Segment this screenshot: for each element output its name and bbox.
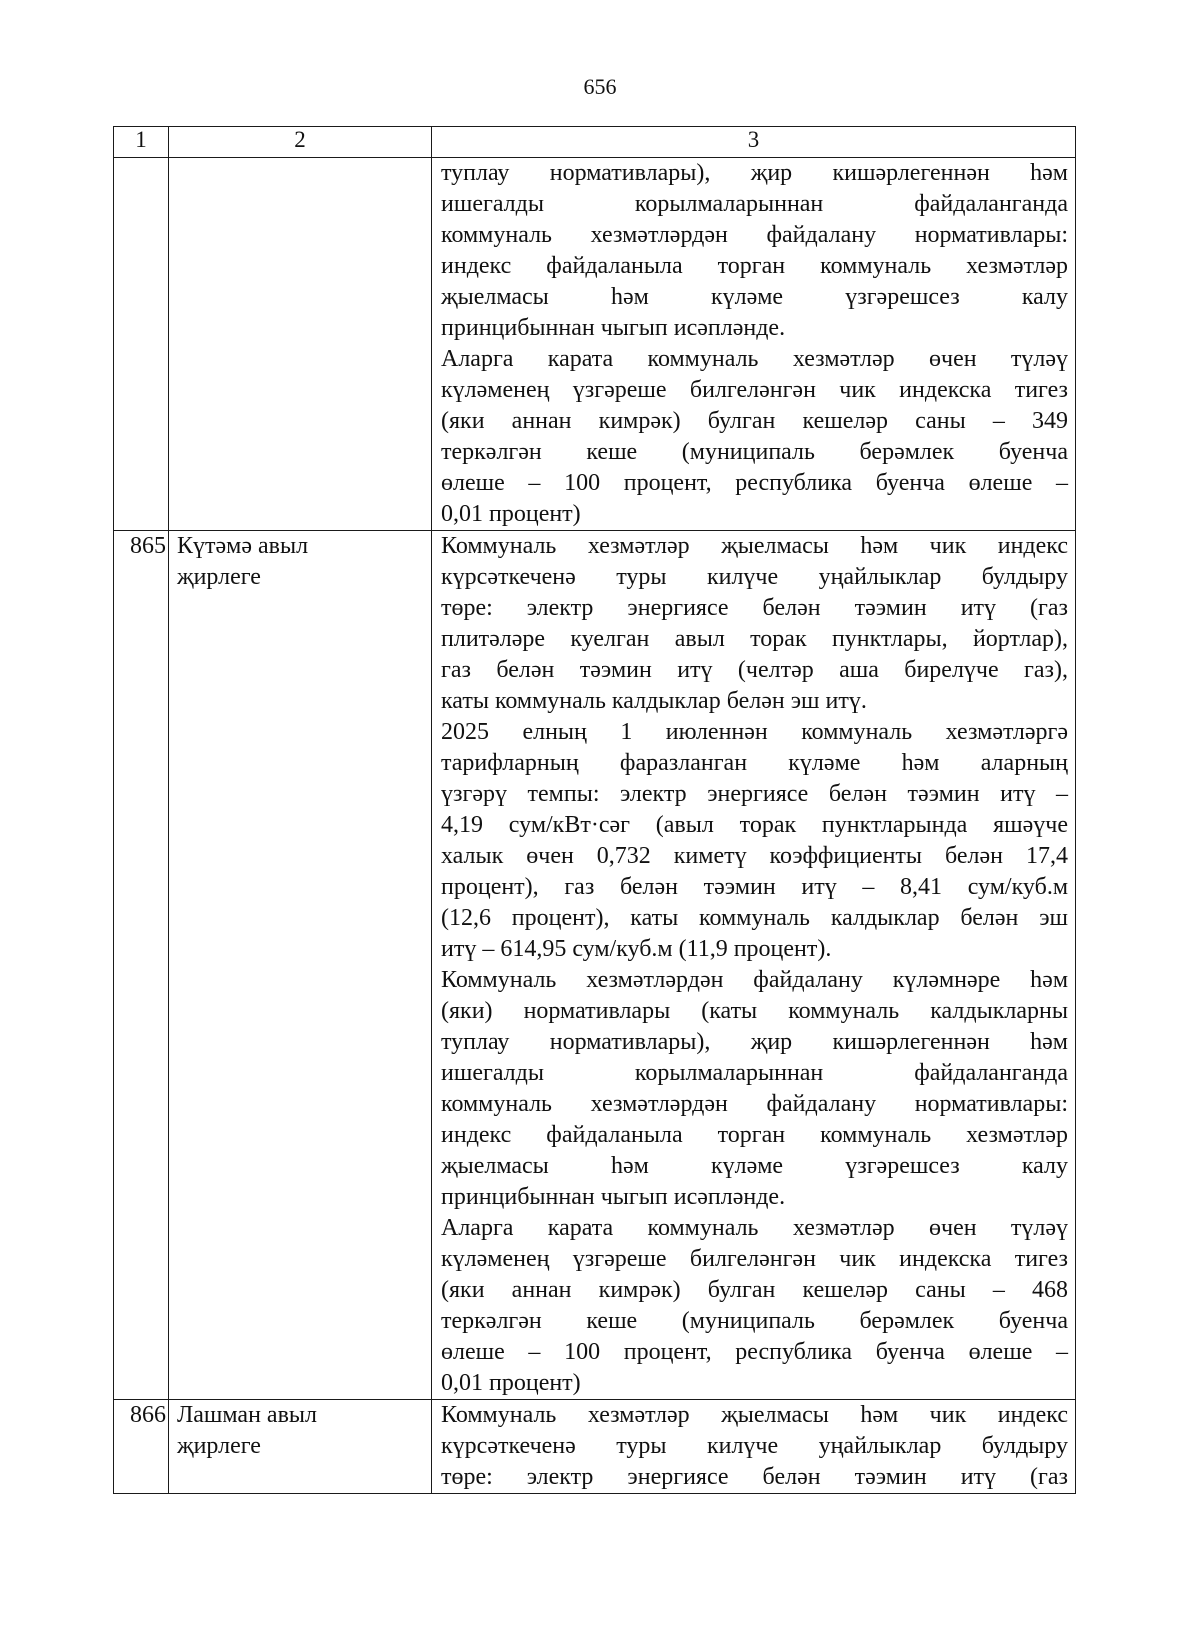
table-row bbox=[114, 158, 1076, 531]
row-number: 866 bbox=[114, 1400, 169, 1494]
description-paragraph-end: 0,01 процент) bbox=[441, 1370, 581, 1396]
settlement-name: Лашман авыл җирлеге bbox=[169, 1400, 432, 1494]
header-cell-3: 3 bbox=[432, 127, 1076, 158]
settlement-name bbox=[169, 158, 432, 531]
row-number: 865 bbox=[114, 531, 169, 1400]
row-description bbox=[432, 1400, 1076, 1494]
description-paragraph: Аларга карата коммуналь хезмәтләр өчен түләү күләменең үзгәреше билгеләнгән чик индекска тигез (яки аннан кимрәк) булган кешеләр саны – 349 теркәлгән кеше (муниципаль берәмлек буенча өлеше – 100 процент, республика буенча өлеше – bbox=[441, 346, 1068, 496]
table-header-row bbox=[114, 127, 1076, 158]
description-paragraph: Аларга карата коммуналь хезмәтләр өчен түләү күләменең үзгәреше билгеләнгән чик индекска тигез (яки аннан кимрәк) булган кешеләр саны – 468 теркәлгән кеше (муниципаль берәмлек буенча өлеше – 100 процент, республика буенча өлеше – bbox=[441, 1215, 1068, 1365]
description-paragraph-end: итү – 614,95 сум/куб.м (11,9 процент). bbox=[441, 936, 832, 962]
description-paragraph: туплау нормативлары), җир кишәрлегеннән һәм ишегалды корылмаларыннан файдаланганда коммуналь хезмәтләрдән файдалану нормативлары: индекс файдаланыла торган коммуналь хезмәтләр җыелмасы һәм күләме үзгәрешсез калу bbox=[441, 160, 1068, 310]
description-paragraph: Коммуналь хезмәтләр җыелмасы һәм чик индекс күрсәткеченә туры килүче уңайлыклар булдыру төре: электр энергиясе белән тәэмин итү (газ bbox=[441, 1402, 1068, 1490]
description-paragraph: 2025 елның 1 июленнән коммуналь хезмәтләргә тарифларның фаразланган күләме һәм аларның үзгәрү темпы: электр энергиясе белән тәэмин итү – 4,19 сум/кВт·сәг (авыл торак пунктларында яшәүче халык өчен 0,732 киметү коэффициенты белән 17,4 процент), газ белән тәэмин итү – 8,41 сум/куб.м (12,6 процент), каты коммуналь калдыклар белән эш bbox=[441, 719, 1068, 931]
table-row bbox=[114, 531, 1076, 1400]
description-paragraph-end: каты коммуналь калдыклар белән эш итү. bbox=[441, 688, 867, 714]
settlement-name: Күтәмә авыл җирлеге bbox=[169, 531, 432, 1400]
row-number bbox=[114, 158, 169, 531]
header-cell-2: 2 bbox=[169, 127, 432, 158]
row-description bbox=[432, 158, 1076, 531]
description-paragraph: Коммуналь хезмәтләр җыелмасы һәм чик индекс күрсәткеченә туры килүче уңайлыклар булдыру төре: электр энергиясе белән тәэмин итү (газ плитәләре куелган авыл торак пунктлары, йортлар), газ белән тәэмин итү (челтәр аша бирелүче газ), bbox=[441, 533, 1068, 683]
description-paragraph: Коммуналь хезмәтләрдән файдалану күләмнәре һәм (яки) нормативлары (каты коммуналь калдыкларны туплау нормативлары), җир кишәрлегеннән һәм ишегалды корылмаларыннан файдаланганда коммуналь хезмәтләрдән файдалану нормативлары: индекс файдаланыла торган коммуналь хезмәтләр җыелмасы һәм күләме үзгәрешсез калу bbox=[441, 967, 1068, 1179]
description-paragraph-end: 0,01 процент) bbox=[441, 501, 581, 527]
description-paragraph-end: принцибыннан чыгып исәпләнде. bbox=[441, 1184, 786, 1210]
header-cell-1: 1 bbox=[114, 127, 169, 158]
description-paragraph-end: принцибыннан чыгып исәпләнде. bbox=[441, 315, 786, 341]
table-row bbox=[114, 1400, 1076, 1494]
row-description bbox=[432, 531, 1076, 1400]
page-number: 656 bbox=[583, 74, 617, 99]
document-table bbox=[113, 126, 1076, 1494]
